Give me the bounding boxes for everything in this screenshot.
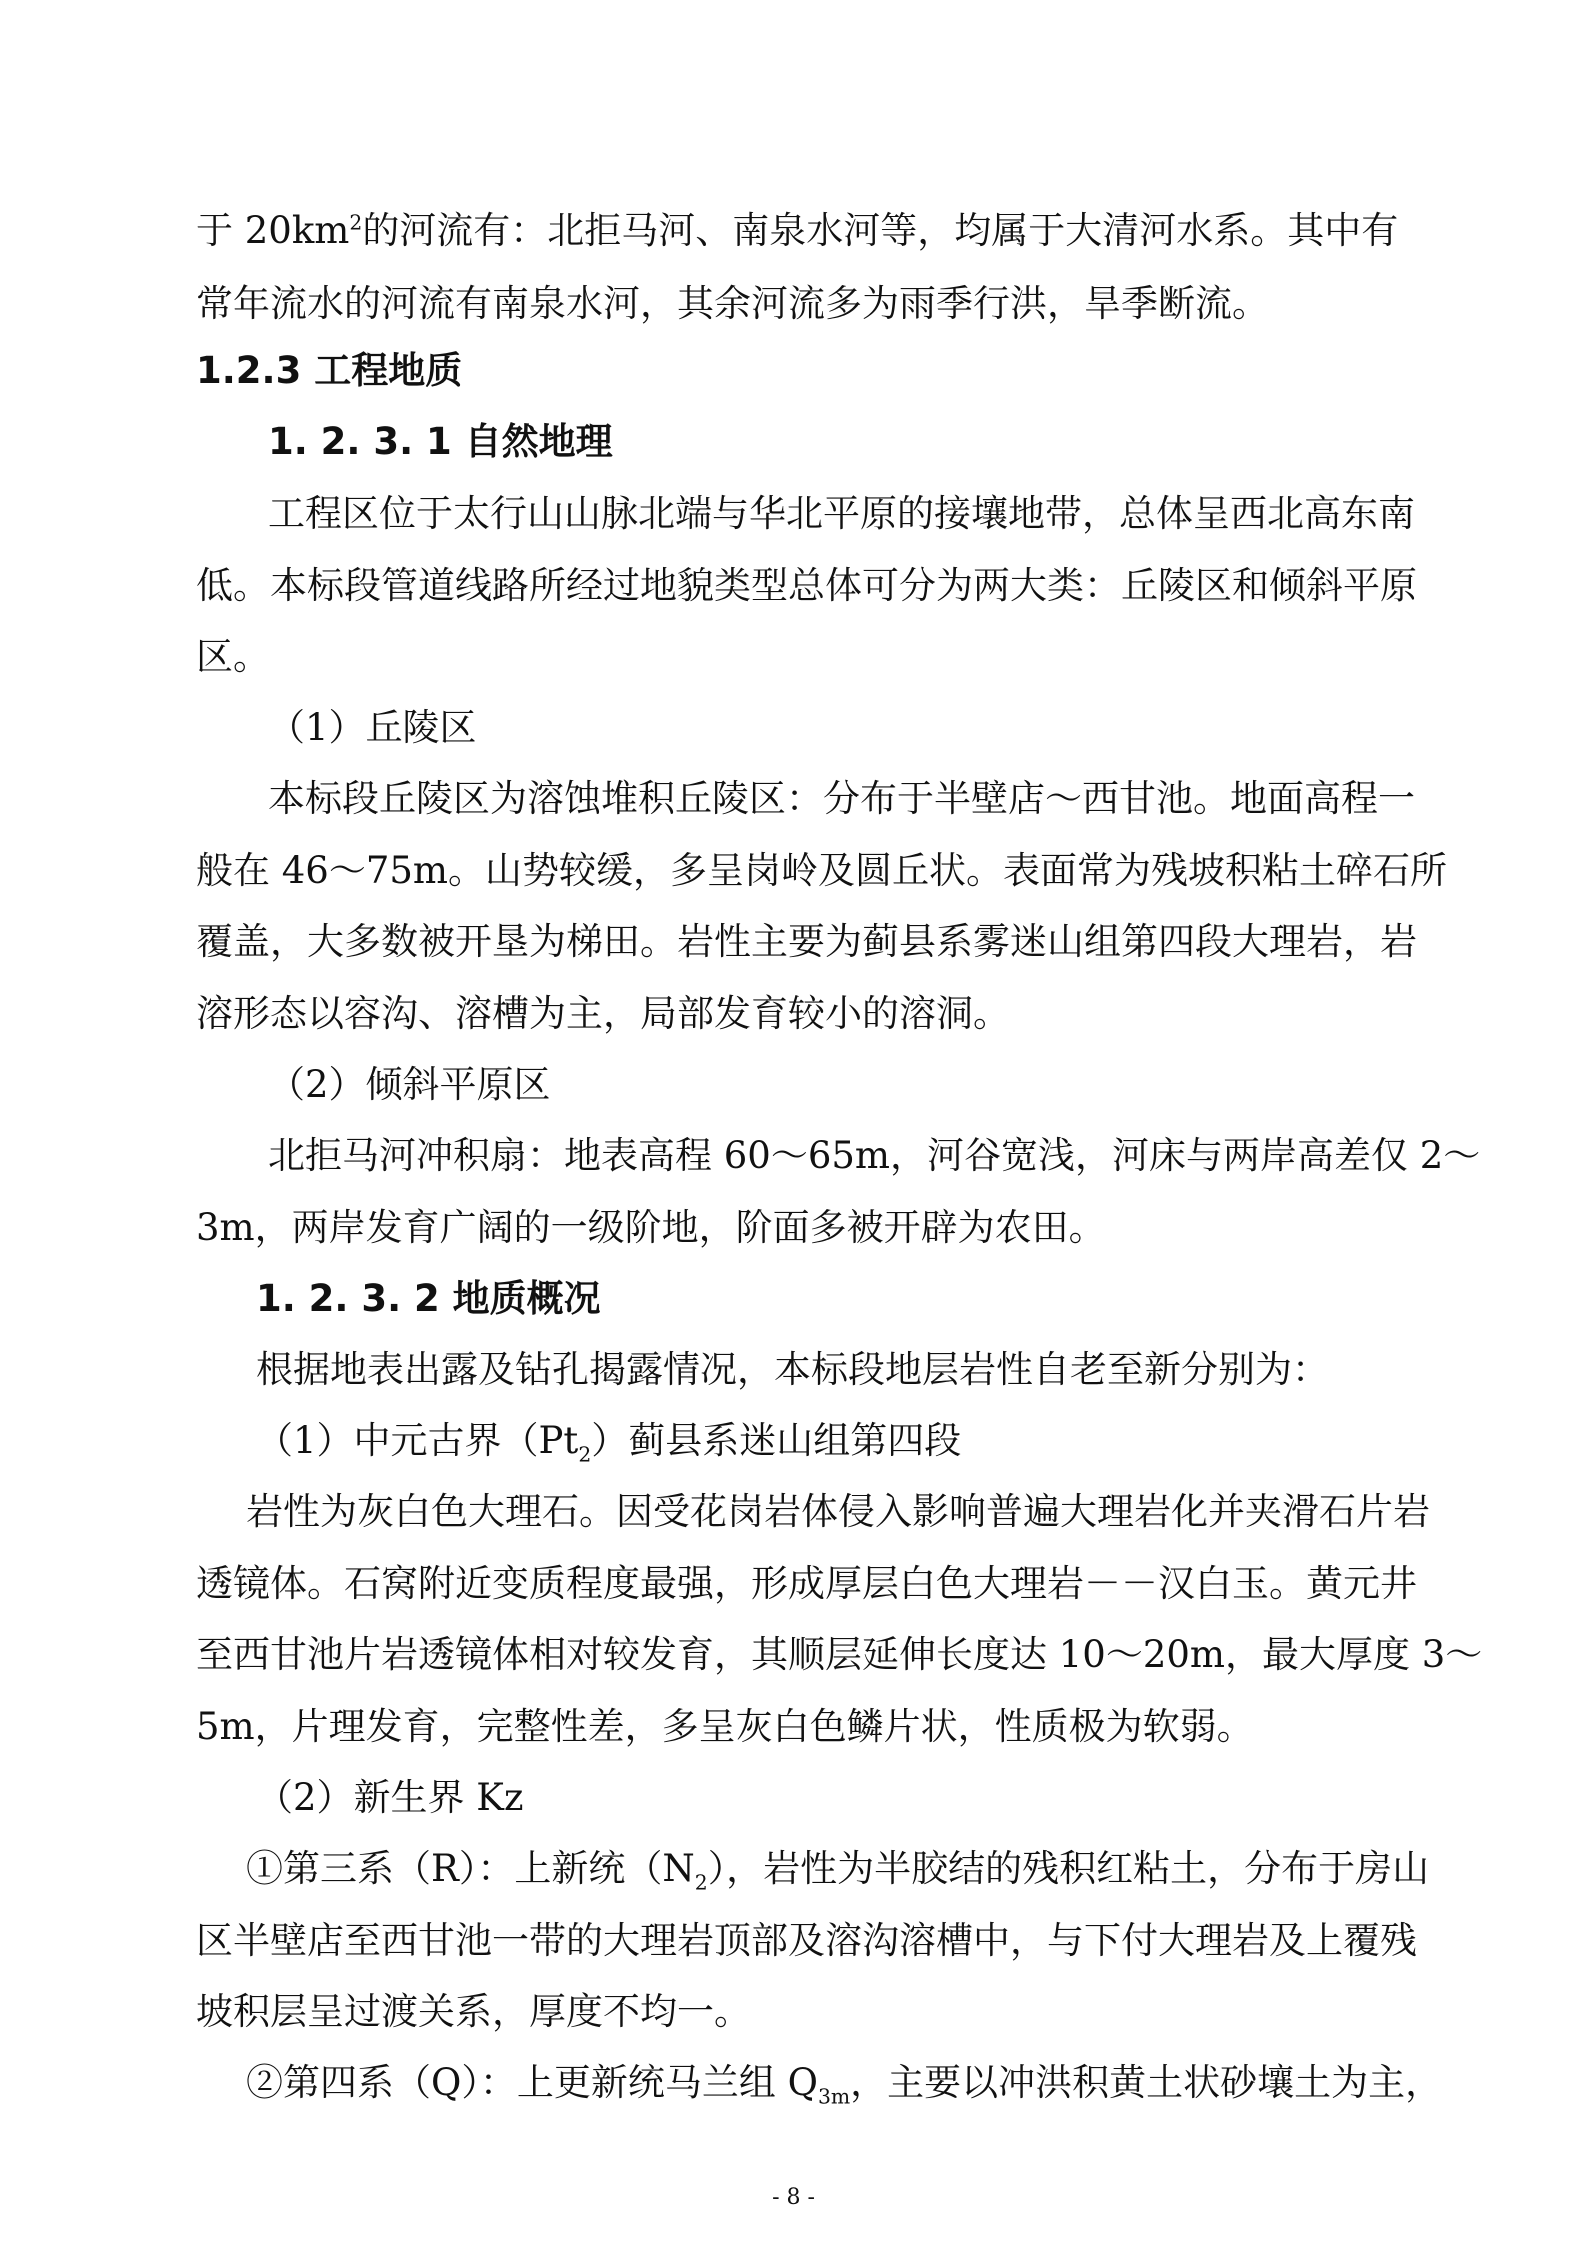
list-item-heading: （2）新生界 Kz	[256, 1776, 524, 1819]
paragraph-line: 区半壁店至西甘池一带的大理岩顶部及溶沟溶槽中，与下付大理岩及上覆残	[196, 1919, 1417, 1962]
paragraph-line: ①第三系（R）：上新统$(N_2)$，岩性为半胶结的残积红粘土，分布于房山	[246, 1847, 1430, 1895]
list-item-heading: （1）中元古界$(Pt_2)$蓟县系迷山组第四段	[256, 1419, 962, 1467]
paragraph-line: 低。本标段管道线路所经过地貌类型总体可分为两大类：丘陵区和倾斜平原	[196, 564, 1417, 607]
paragraph-line: 工程区位于太行山山脉北端与华北平原的接壤地带，总体呈西北高东南	[268, 492, 1415, 535]
list-item-heading: （1）丘陵区	[268, 706, 477, 749]
paragraph-line: 本标段丘陵区为溶蚀堆积丘陵区：分布于半壁店～西甘池。地面高程一	[268, 777, 1415, 820]
subsection-heading: 1. 2. 3. 1 自然地理	[268, 420, 613, 463]
paragraph-line: 根据地表出露及钻孔揭露情况，本标段地层岩性自老至新分别为：	[256, 1348, 1329, 1391]
paragraph-line: 3m，两岸发育广阔的一级阶地，阶面多被开辟为农田。	[196, 1206, 1106, 1249]
paragraph-line: ②第四系（Q）：上更新统马兰组 $Q_{3m}$，主要以冲洪积黄土状砂壤土为主，	[246, 2061, 1443, 2109]
paragraph-line: 透镜体。石窝附近变质程度最强，形成厚层白色大理岩－－汉白玉。黄元井	[196, 1562, 1417, 1605]
paragraph-line: 般在 46～75m。山势较缓，多呈岗岭及圆丘状。表面常为残坡积粘土碎石所	[196, 849, 1448, 892]
paragraph-line: 溶形态以容沟、溶槽为主，局部发育较小的溶洞。	[196, 992, 1010, 1035]
paragraph-line: 覆盖，大多数被开垦为梯田。岩性主要为蓟县系雾迷山组第四段大理岩，岩	[196, 920, 1417, 963]
page-number: - 8 -	[772, 2185, 815, 2210]
paragraph-line: 常年流水的河流有南泉水河，其余河流多为雨季行洪，旱季断流。	[196, 282, 1269, 325]
paragraph-line: 于 $20km^2$的河流有：北拒马河、南泉水河等，均属于大清河水系。其中有	[196, 209, 1399, 252]
list-item-heading: （2）倾斜平原区	[268, 1063, 551, 1106]
section-heading: 1.2.3 工程地质	[196, 349, 463, 392]
paragraph-line: 北拒马河冲积扇：地表高程 60～65m，河谷宽浅，河床与两岸高差仅 2～	[268, 1134, 1481, 1177]
paragraph-line: 岩性为灰白色大理石。因受花岗岩体侵入影响普遍大理岩化并夹滑石片岩	[246, 1490, 1430, 1533]
paragraph-line: 5m，片理发育，完整性差，多呈灰白色鳞片状，性质极为软弱。	[196, 1705, 1254, 1748]
subsection-heading: 1. 2. 3. 2 地质概况	[256, 1277, 601, 1320]
paragraph-line: 至西甘池片岩透镜体相对较发育，其顺层延伸长度达 10～20m，最大厚度 3～	[196, 1633, 1483, 1676]
paragraph-line: 坡积层呈过渡关系，厚度不均一。	[196, 1990, 751, 2033]
paragraph-line: 区。	[196, 635, 270, 678]
